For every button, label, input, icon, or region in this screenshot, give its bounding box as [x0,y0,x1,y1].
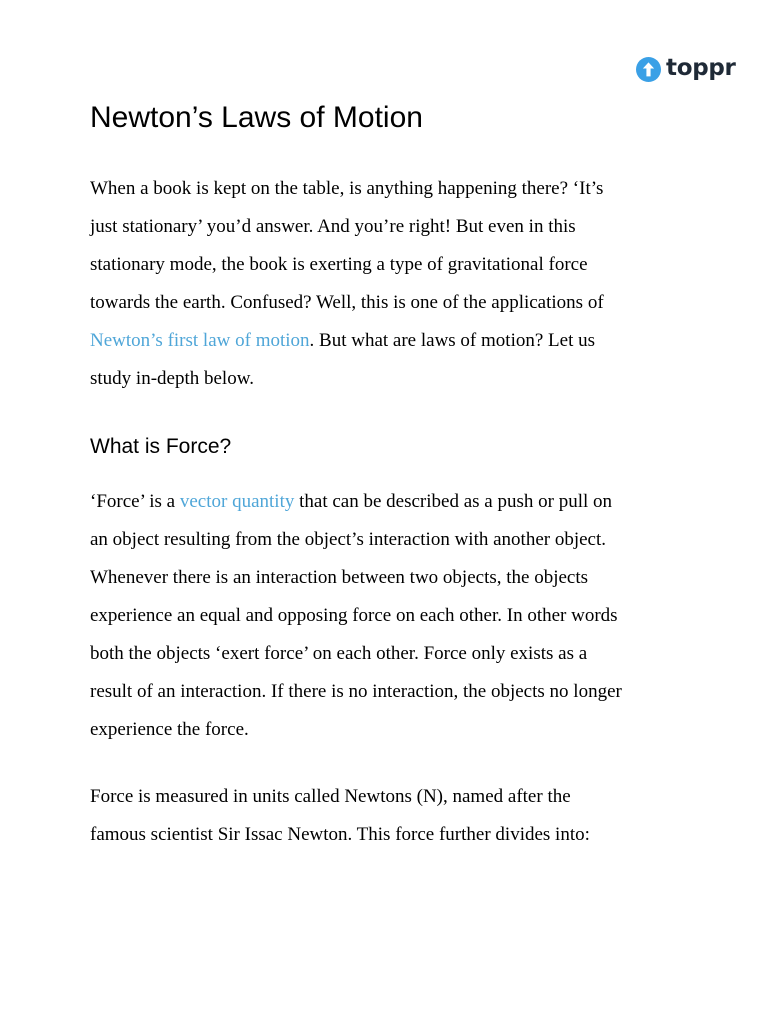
brand-name: toppr [666,55,736,81]
up-arrow-circle-icon [636,57,661,82]
force-paragraph [90,483,690,749]
units-line: Force is measured in units called Newtons (N), named after the [90,786,571,807]
force-line: result of an interaction. If there is no interaction, the objects no longer [90,681,622,702]
intro-line: study in-depth below. [90,368,254,389]
force-line: experience the force. [90,719,249,740]
intro-line: When a book is kept on the table, is anything happening there? ‘It’s [90,178,604,199]
newtons-first-law-link[interactable]: Newton’s first law of motion [90,330,310,351]
intro-line: stationary mode, the book is exerting a type of gravitational force [90,254,588,275]
units-line: famous scientist Sir Issac Newton. This force further divides into: [90,824,590,845]
force-line: Whenever there is an interaction between two objects, the objects [90,567,589,588]
vector-quantity-link[interactable]: vector quantity [179,491,295,512]
force-line: an object resulting from the object’s interaction with another object. [90,529,607,550]
force-line-text: that can be described as a push or pull on [294,491,613,512]
intro-line-with-link [90,322,690,360]
intro-paragraph [90,170,690,398]
section-heading-what-is-force: What is Force? [90,435,232,458]
intro-line: towards the earth. Confused? Well, this is one of the applications of [90,292,604,313]
force-line: experience an equal and opposing force on each other. In other words [90,605,618,626]
force-line-text: ‘Force’ is a [90,491,180,512]
units-paragraph [90,778,690,854]
toppr-logo[interactable] [636,56,736,82]
force-line-with-link [90,483,690,521]
intro-line-text: . But what are laws of motion? Let us [309,330,595,351]
force-line: both the objects ‘exert force’ on each other. Force only exists as a [90,643,588,664]
intro-line: just stationary’ you’d answer. And you’re right! But even in this [90,216,576,237]
page-title: Newton’s Laws of Motion [90,101,423,134]
